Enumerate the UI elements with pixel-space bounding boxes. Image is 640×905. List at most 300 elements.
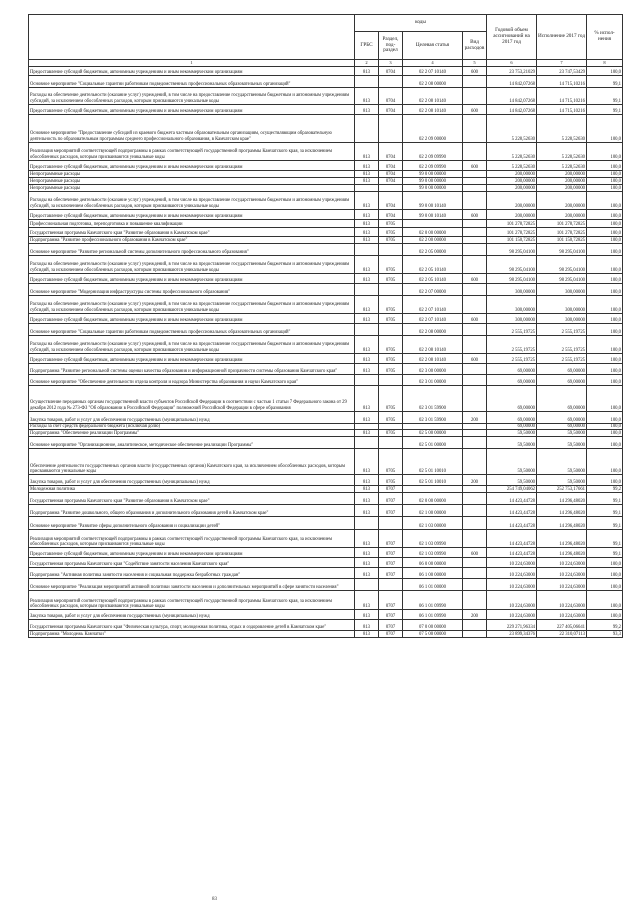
row-target: 02 2 09 09990 [403, 161, 463, 171]
row-section: 0707 [379, 548, 403, 558]
row-vr [463, 76, 487, 88]
row-grbs: 813 [355, 296, 379, 314]
budget-table [28, 14, 623, 638]
row-vr [463, 631, 487, 638]
row-section: 0704 [379, 161, 403, 171]
row-target: 02 3 01 59900 [403, 412, 463, 424]
row-pct: 100,0 [587, 143, 623, 161]
column-number: 3 [379, 60, 403, 67]
row-name: Реализация мероприятий соответствующей подпрограммы в рамках соответствующей государственной программы Камчатского края, за исключением обособленных расходов, которым присваиваются уникальные коды [29, 143, 355, 161]
row-pct: 100,0 [587, 220, 623, 228]
row-plan: 229 271,96334 [487, 620, 537, 631]
row-name: Основное мероприятие "Организационное, аналитическое, методическое обеспечение реализации Программы" [29, 437, 355, 449]
row-vr [463, 220, 487, 228]
header-name-cell [29, 15, 355, 60]
table-row [29, 475, 623, 486]
row-name: Государственная программа Камчатского края "Развитие образования в Камчатском крае" [29, 493, 355, 505]
row-vr [463, 568, 487, 579]
row-target: 07 5 00 00000 [403, 631, 463, 638]
row-name: Расходы на обеспечение деятельности (оказание услуг) учреждений, в том числе на предоставление государственным бюджетным и автономным учреждениям субсидий, за исключением обособленных расходов, которым присваиваются уникальные коды [29, 256, 355, 274]
column-number: 2 [355, 60, 379, 67]
row-exec: 5 228,52630 [537, 143, 587, 161]
row-vr [463, 530, 487, 548]
row-name: Основное мероприятие "Социальные гарантии работникам подведомственных профессиональных образовательных организаций" [29, 324, 355, 336]
row-vr [463, 115, 487, 143]
row-exec: 59,50000 [537, 430, 587, 437]
row-grbs [355, 324, 379, 336]
row-name: Обеспечение деятельности государственных органов власти (государственных органов) Камчатского края, за исключением обособленных расходов, которым присваиваются уникальные коды [29, 449, 355, 475]
row-plan: 10 224,63000 [487, 591, 537, 610]
row-grbs: 813 [355, 364, 379, 375]
row-name: Основное мероприятие "Реализация мероприятий активной политики занятости населения и дополнительных мероприятий в сфере занятости населения" [29, 579, 355, 591]
row-plan: 69,00000 [487, 375, 537, 386]
row-grbs: 813 [355, 143, 379, 161]
row-grbs: 813 [355, 161, 379, 171]
row-section [379, 115, 403, 143]
row-name: Расходы на обеспечение деятельности (оказание услуг) учреждений, в том числе на предоставление государственным бюджетным и автономным учреждениям субсидий, за исключением обособленных расходов, которым присваиваются уникальные коды [29, 296, 355, 314]
row-grbs: 813 [355, 568, 379, 579]
row-plan: 14 842,07268 [487, 76, 537, 88]
row-plan: 300,00000 [487, 314, 537, 324]
row-name: Государственная программа Камчатского края "Физическая культура, спорт, молодежная политика, отдых и оздоровление детей в Камчатском крае" [29, 620, 355, 631]
row-plan: 5 228,52630 [487, 115, 537, 143]
row-target: 99 0 00 00000 [403, 171, 463, 178]
row-name: Закупка товаров, работ и услуг для обеспечения государственных (муниципальных) нужд [29, 610, 355, 620]
table-row [29, 256, 623, 274]
row-target: 02 1 03 09990 [403, 530, 463, 548]
row-pct: 100,0 [587, 237, 623, 244]
row-section [379, 517, 403, 530]
row-pct: 100,0 [587, 449, 623, 475]
row-exec: 10 224,63000 [537, 591, 587, 610]
row-grbs [355, 375, 379, 386]
row-exec: 200,00000 [537, 192, 587, 210]
row-target: 07 0 00 00000 [403, 620, 463, 631]
row-grbs: 813 [355, 67, 379, 76]
row-pct: 99,1 [587, 493, 623, 505]
row-section: 0704 [379, 67, 403, 76]
row-grbs [355, 437, 379, 449]
row-vr: 600 [463, 210, 487, 220]
row-plan: 200,00000 [487, 171, 537, 178]
row-exec: 14 715,10216 [537, 88, 587, 105]
row-target: 02 2 08 10140 [403, 105, 463, 115]
table-row [29, 274, 623, 284]
row-exec: 101 278,72825 [537, 228, 587, 237]
row-grbs: 813 [355, 88, 379, 105]
row-vr [463, 437, 487, 449]
row-vr [463, 192, 487, 210]
row-section [379, 244, 403, 256]
table-row [29, 284, 623, 296]
row-exec: 2 555,19725 [537, 336, 587, 354]
row-vr [463, 228, 487, 237]
row-target: 06 1 00 00000 [403, 568, 463, 579]
row-exec: 69,00000 [537, 412, 587, 424]
row-exec: 69,00000 [537, 375, 587, 386]
table-row [29, 548, 623, 558]
row-exec: 69,00000 [537, 424, 587, 430]
row-pct: 100,0 [587, 228, 623, 237]
row-plan: 69,00000 [487, 386, 537, 412]
row-exec: 23 747,53429 [537, 67, 587, 76]
row-section: 0705 [379, 430, 403, 437]
row-vr [463, 256, 487, 274]
row-pct: 100,0 [587, 568, 623, 579]
row-section: 0707 [379, 610, 403, 620]
row-target: 02 2 08 10140 [403, 88, 463, 105]
row-name: Подпрограмма "Обеспечение реализации Программы" [29, 430, 355, 437]
row-target: 99 0 00 10140 [403, 210, 463, 220]
row-pct: 93,3 [587, 631, 623, 638]
table-row [29, 449, 623, 475]
row-target: 02 5 01 10010 [403, 449, 463, 475]
column-number: 6 [487, 60, 537, 67]
table-row [29, 210, 623, 220]
row-section: 0705 [379, 336, 403, 354]
row-vr [463, 591, 487, 610]
table-row [29, 88, 623, 105]
row-vr: 600 [463, 274, 487, 284]
row-grbs: 813 [355, 210, 379, 220]
row-pct: 100,0 [587, 324, 623, 336]
row-exec: 14 715,10216 [537, 105, 587, 115]
column-number: 8 [587, 60, 623, 67]
row-vr [463, 449, 487, 475]
row-name: Профессиональная подготовка, переподготовка и повышение квалификации [29, 220, 355, 228]
row-target: 06 1 01 09990 [403, 610, 463, 620]
row-name: Основное мероприятие "Предоставление субсидий из краевого бюджета частным образовательным организациям, осуществляющим образовательную деятельность по образовательным программам среднего профессионального образования, в Камчатском крае" [29, 115, 355, 143]
row-vr: 600 [463, 354, 487, 364]
row-vr: 600 [463, 548, 487, 558]
row-section [379, 185, 403, 192]
row-target: 02 0 00 00000 [403, 228, 463, 237]
row-pct: 99,1 [587, 548, 623, 558]
row-grbs [355, 115, 379, 143]
row-grbs: 813 [355, 505, 379, 517]
column-number: 4 [403, 60, 463, 67]
row-plan: 59,50000 [487, 449, 537, 475]
row-plan: 2 555,19725 [487, 336, 537, 354]
row-vr: 600 [463, 105, 487, 115]
row-pct: 100,0 [587, 424, 623, 430]
row-pct: 99,1 [587, 505, 623, 517]
row-target: 02 2 05 00000 [403, 244, 463, 256]
table-header [29, 15, 623, 67]
row-target: 02 2 08 00000 [403, 76, 463, 88]
table-row [29, 220, 623, 228]
row-exec: 10 224,63000 [537, 610, 587, 620]
row-vr [463, 505, 487, 517]
table-row [29, 171, 623, 178]
table-row [29, 412, 623, 424]
row-grbs: 813 [355, 192, 379, 210]
row-target: 06 1 01 09990 [403, 591, 463, 610]
row-name: Реализация мероприятий соответствующей подпрограммы в рамках соответствующей государственной программы Камчатского края, за исключением обособленных расходов, которым присваиваются уникальные коды [29, 530, 355, 548]
row-grbs: 813 [355, 274, 379, 284]
column-number: 1 [29, 60, 355, 67]
row-vr [463, 171, 487, 178]
row-section: 0704 [379, 143, 403, 161]
row-name: Подпрограмма "Развитие профессионального образования в Камчатском крае" [29, 237, 355, 244]
row-pct: 99,2 [587, 486, 623, 493]
row-name: Подпрограмма "Молодежь Камчатки" [29, 631, 355, 638]
row-pct: 100,0 [587, 610, 623, 620]
row-vr: 200 [463, 412, 487, 424]
row-section: 0704 [379, 105, 403, 115]
row-name: Предоставление субсидий бюджетным, автономным учреждениям и иным некоммерческим организациям [29, 548, 355, 558]
row-exec: 14 296,48020 [537, 530, 587, 548]
row-section: 0707 [379, 558, 403, 568]
row-pct: 100,0 [587, 591, 623, 610]
row-target: 02 2 07 10140 [403, 67, 463, 76]
row-section [379, 324, 403, 336]
row-section: 0707 [379, 620, 403, 631]
row-exec: 69,00000 [537, 386, 587, 412]
row-exec: 98 295,04100 [537, 256, 587, 274]
row-grbs: 813 [355, 314, 379, 324]
row-pct: 100,0 [587, 314, 623, 324]
row-pct: 100,0 [587, 558, 623, 568]
row-section: 0705 [379, 449, 403, 475]
column-number: 7 [537, 60, 587, 67]
row-plan: 69,00000 [487, 364, 537, 375]
row-vr [463, 296, 487, 314]
row-pct: 100,0 [587, 375, 623, 386]
row-target: 02 5 00 00000 [403, 430, 463, 437]
row-target: 02 5 01 00000 [403, 437, 463, 449]
row-vr [463, 493, 487, 505]
row-grbs [355, 284, 379, 296]
row-grbs: 813 [355, 493, 379, 505]
row-name: Предоставление субсидий бюджетным, автономным учреждениям и иным некоммерческим организациям [29, 354, 355, 364]
table-row [29, 558, 623, 568]
table-row [29, 296, 623, 314]
row-pct: 100,0 [587, 386, 623, 412]
table-row [29, 505, 623, 517]
row-name: Подпрограмма "Развитие дошкольного, общего образования и дополнительного образования детей в Камчатском крае" [29, 505, 355, 517]
row-grbs: 813 [355, 548, 379, 558]
row-plan: 69,00000 [487, 424, 537, 430]
header-plan: Годовой объем ассигнований на 2017 год [487, 15, 537, 60]
row-section: 0704 [379, 88, 403, 105]
row-grbs [355, 76, 379, 88]
row-section: 0707 [379, 631, 403, 638]
table-row [29, 620, 623, 631]
row-section: 0705 [379, 296, 403, 314]
row-pct: 100,0 [587, 115, 623, 143]
row-section: 0707 [379, 530, 403, 548]
row-grbs: 813 [355, 610, 379, 620]
page-number: 83 [212, 897, 217, 902]
header-vr: Вид расходов [463, 32, 487, 60]
row-section: 0704 [379, 192, 403, 210]
header-section: Раздел, под-раздел [379, 32, 403, 60]
row-grbs: 813 [355, 354, 379, 364]
table-row [29, 228, 623, 237]
row-plan: 14 842,07268 [487, 105, 537, 115]
row-target: 02 2 09 09990 [403, 143, 463, 161]
row-plan: 69,00000 [487, 412, 537, 424]
table-body [29, 67, 623, 638]
row-plan: 98 295,04100 [487, 274, 537, 284]
row-pct: 100,0 [587, 296, 623, 314]
table-row [29, 244, 623, 256]
row-grbs: 813 [355, 386, 379, 412]
row-plan: 200,00000 [487, 185, 537, 192]
row-target: 02 2 07 10140 [403, 314, 463, 324]
table-row [29, 530, 623, 548]
table-row [29, 178, 623, 185]
row-exec: 98 295,04100 [537, 274, 587, 284]
row-plan: 200,00000 [487, 192, 537, 210]
row-grbs: 813 [355, 449, 379, 475]
row-target: 02 2 09 00000 [403, 115, 463, 143]
table-row [29, 591, 623, 610]
row-grbs [355, 579, 379, 591]
row-pct: 100,0 [587, 284, 623, 296]
row-exec: 200,00000 [537, 210, 587, 220]
row-plan: 14 423,44728 [487, 548, 537, 558]
table-row [29, 386, 623, 412]
row-vr [463, 143, 487, 161]
row-pct: 100,0 [587, 579, 623, 591]
row-plan: 101 150,72825 [487, 237, 537, 244]
row-pct: 100,0 [587, 192, 623, 210]
row-name: Предоставление субсидий бюджетным, автономным учреждениям и иным некоммерческим организациям [29, 314, 355, 324]
row-plan: 300,00000 [487, 284, 537, 296]
row-section: 0705 [379, 354, 403, 364]
row-vr [463, 486, 487, 493]
row-plan: 98 295,04100 [487, 256, 537, 274]
row-plan: 10 224,63000 [487, 610, 537, 620]
row-plan: 59,50000 [487, 437, 537, 449]
row-exec: 2 555,19725 [537, 324, 587, 336]
table-row [29, 237, 623, 244]
row-name: Основное мероприятие "Обеспечение деятельности отдела контроля и надзора Министерства образования и науки Камчатского края" [29, 375, 355, 386]
table-row [29, 336, 623, 354]
row-exec: 59,50000 [537, 475, 587, 486]
row-plan: 200,00000 [487, 178, 537, 185]
row-exec: 14 296,48020 [537, 493, 587, 505]
row-section: 0705 [379, 220, 403, 228]
table-row [29, 375, 623, 386]
row-name: Основное мероприятие "Модернизация инфраструктуры системы профессионального образования" [29, 284, 355, 296]
row-plan: 10 224,63000 [487, 558, 537, 568]
row-plan: 23 899,34376 [487, 631, 537, 638]
row-vr [463, 620, 487, 631]
row-vr: 200 [463, 475, 487, 486]
row-section: 0705 [379, 412, 403, 424]
row-vr [463, 237, 487, 244]
row-exec: 14 296,48020 [537, 505, 587, 517]
table-row [29, 354, 623, 364]
row-vr [463, 579, 487, 591]
row-name: Государственная программа Камчатского края "Содействие занятости населения Камчатского края" [29, 558, 355, 568]
row-target: 02 2 05 10140 [403, 256, 463, 274]
row-name: Закупка товаров, работ и услуг для обеспечения государственных (муниципальных) нужд [29, 475, 355, 486]
row-pct: 99,2 [587, 620, 623, 631]
row-plan: 23 753,21029 [487, 67, 537, 76]
row-plan: 10 224,63000 [487, 568, 537, 579]
row-section: 0705 [379, 475, 403, 486]
row-grbs: 813 [355, 530, 379, 548]
row-plan: 5 228,52630 [487, 143, 537, 161]
row-exec: 69,00000 [537, 364, 587, 375]
row-pct: 100,0 [587, 185, 623, 192]
row-target: 02 3 01 00000 [403, 375, 463, 386]
row-exec: 300,00000 [537, 284, 587, 296]
row-section: 0707 [379, 505, 403, 517]
row-plan: 254 749,04062 [487, 486, 537, 493]
row-pct: 100,0 [587, 412, 623, 424]
row-grbs: 813 [355, 486, 379, 493]
row-name: Непрограммные расходы [29, 171, 355, 178]
row-name: Непрограммные расходы [29, 185, 355, 192]
row-target: 06 0 00 00000 [403, 558, 463, 568]
row-vr [463, 185, 487, 192]
row-vr: 600 [463, 161, 487, 171]
table-row [29, 568, 623, 579]
row-exec: 200,00000 [537, 178, 587, 185]
table-row [29, 67, 623, 76]
row-exec: 5 228,52630 [537, 115, 587, 143]
row-name: Расходы за счет средств федерального бюджета (исключая долю) [29, 424, 355, 430]
row-plan: 14 423,44728 [487, 530, 537, 548]
row-name: Расходы на обеспечение деятельности (оказание услуг) учреждений, в том числе на предоставление государственным бюджетным и автономным учреждениям субсидий, за исключением обособленных расходов, которым присваиваются уникальные коды [29, 336, 355, 354]
row-grbs: 813 [355, 256, 379, 274]
row-vr: 600 [463, 314, 487, 324]
row-grbs: 813 [355, 228, 379, 237]
row-target: 02 1 03 09990 [403, 548, 463, 558]
row-target: 02 1 03 00000 [403, 517, 463, 530]
row-section: 0705 [379, 364, 403, 375]
row-target: 02 2 08 10140 [403, 336, 463, 354]
row-pct: 100,0 [587, 430, 623, 437]
row-exec: 2 555,19725 [537, 354, 587, 364]
row-grbs: 813 [355, 237, 379, 244]
row-target: 02 1 00 00000 [403, 505, 463, 517]
row-grbs: 813 [355, 105, 379, 115]
row-exec: 14 715,10216 [537, 76, 587, 88]
row-plan: 14 423,44728 [487, 493, 537, 505]
row-name: Расходы на обеспечение деятельности (оказание услуг) учреждений, в том числе на предоставление государственным бюджетным и автономным учреждениям субсидий, за исключением обособленных расходов, которым присваиваются уникальные коды [29, 192, 355, 210]
table-row [29, 631, 623, 638]
row-name: Государственная программа Камчатского края "Развитие образования в Камчатском крае" [29, 228, 355, 237]
row-exec: 59,50000 [537, 437, 587, 449]
row-exec: 14 296,48020 [537, 548, 587, 558]
row-plan: 300,00000 [487, 296, 537, 314]
table-row [29, 610, 623, 620]
row-vr [463, 558, 487, 568]
header-pct: % испол-нения [587, 15, 623, 60]
row-exec: 59,50000 [537, 449, 587, 475]
row-section [379, 579, 403, 591]
row-plan: 200,00000 [487, 210, 537, 220]
table-row [29, 324, 623, 336]
row-name: Основное мероприятие "Развитие сферы дополнительного образования и социализации детей" [29, 517, 355, 530]
row-section: 0704 [379, 210, 403, 220]
row-section: 0707 [379, 493, 403, 505]
row-plan: 5 228,52630 [487, 161, 537, 171]
row-name: Непрограммные расходы [29, 178, 355, 185]
row-name: Подпрограмма "Активная политика занятости населения и социальная поддержка безработных граждан" [29, 568, 355, 579]
row-exec: 300,00000 [537, 296, 587, 314]
row-name: Основное мероприятие "Социальные гарантии работникам подведомственных профессиональных образовательных организаций" [29, 76, 355, 88]
row-exec: 10 224,63000 [537, 579, 587, 591]
row-pct: 99,1 [587, 105, 623, 115]
row-grbs: 813 [355, 220, 379, 228]
